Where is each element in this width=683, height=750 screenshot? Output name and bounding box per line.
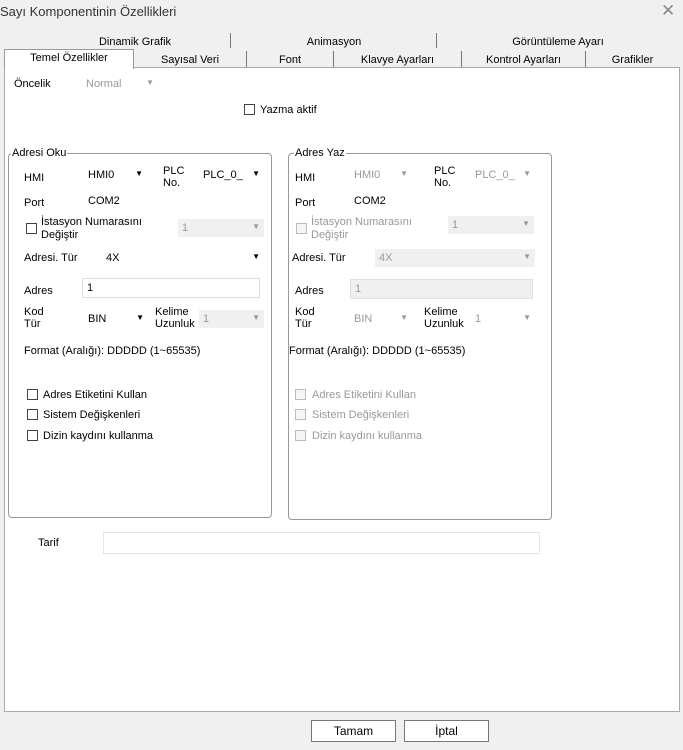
tab-separator bbox=[461, 51, 462, 67]
write-word-dropdown[interactable] bbox=[471, 310, 535, 328]
write-hmi-label: HMI bbox=[295, 172, 316, 184]
write-station-label-2: Değiştir bbox=[311, 229, 349, 241]
tab-animasyon[interactable]: Animasyon bbox=[306, 36, 362, 48]
read-sys-checkbox[interactable] bbox=[27, 409, 38, 420]
chevron-down-icon: ▼ bbox=[522, 219, 530, 228]
write-word-value: 1 bbox=[475, 313, 482, 325]
write-addr-type-value: 4X bbox=[379, 252, 393, 264]
read-port-value: COM2 bbox=[88, 195, 120, 207]
chevron-down-icon: ▼ bbox=[252, 222, 260, 231]
write-plc-dropdown[interactable] bbox=[471, 166, 535, 184]
write-addr-type-dropdown[interactable] bbox=[375, 249, 535, 267]
tab-separator bbox=[585, 51, 586, 67]
read-code-value: BIN bbox=[88, 313, 107, 325]
write-plc-label-1: PLC bbox=[434, 165, 456, 177]
write-tag-checkbox[interactable] bbox=[295, 389, 306, 400]
tab-sayisal-veri[interactable]: Sayısal Veri bbox=[160, 54, 220, 66]
read-station-checkbox[interactable] bbox=[26, 223, 37, 234]
write-address-legend: Adres Yaz bbox=[295, 147, 345, 159]
priority-value: Normal bbox=[86, 78, 122, 90]
tab-klavye-ayarlari[interactable]: Klavye Ayarları bbox=[360, 54, 435, 66]
description-label: Tarif bbox=[38, 537, 59, 549]
chevron-down-icon: ▼ bbox=[523, 252, 531, 261]
read-index-label: Dizin kaydını kullanma bbox=[43, 430, 154, 442]
read-index-checkbox[interactable] bbox=[27, 430, 38, 441]
chevron-down-icon: ▼ bbox=[252, 252, 260, 261]
read-word-label-2: Uzunluk bbox=[155, 318, 195, 330]
write-hmi-dropdown[interactable] bbox=[350, 166, 412, 184]
read-hmi-label: HMI bbox=[24, 172, 45, 184]
tab-dinamik-grafik[interactable]: Dinamik Grafik bbox=[98, 36, 172, 48]
tab-temel-ozellikler[interactable]: Temel Özellikler bbox=[4, 49, 134, 69]
write-addr-input[interactable] bbox=[350, 279, 533, 299]
write-word-label-1: Kelime bbox=[424, 306, 458, 318]
write-station-checkbox[interactable] bbox=[296, 223, 307, 234]
read-station-dropdown[interactable] bbox=[178, 219, 264, 237]
tab-separator bbox=[230, 33, 231, 48]
write-code-dropdown[interactable] bbox=[350, 310, 412, 328]
read-addr-value: 1 bbox=[87, 282, 94, 294]
chevron-down-icon: ▼ bbox=[146, 78, 154, 87]
title-bar bbox=[0, 0, 683, 26]
write-word-label-2: Uzunluk bbox=[424, 318, 464, 330]
read-word-dropdown[interactable] bbox=[199, 310, 264, 328]
write-sys-label: Sistem Değişkenleri bbox=[312, 409, 410, 421]
write-code-label-1: Kod bbox=[295, 306, 315, 318]
chevron-down-icon: ▼ bbox=[400, 313, 408, 322]
close-icon[interactable]: ✕ bbox=[661, 1, 676, 20]
read-hmi-value: HMI0 bbox=[88, 169, 115, 181]
tab-separator bbox=[333, 51, 334, 67]
priority-label: Öncelik bbox=[14, 78, 51, 90]
read-sys-label: Sistem Değişkenleri bbox=[43, 409, 141, 421]
write-sys-checkbox[interactable] bbox=[295, 409, 306, 420]
read-addr-type-label: Adresi. Tür bbox=[24, 252, 78, 264]
tab-grafikler[interactable]: Grafikler bbox=[611, 54, 654, 66]
write-hmi-value: HMI0 bbox=[354, 169, 381, 181]
write-active-label: Yazma aktif bbox=[260, 104, 317, 116]
read-format-text: Format (Aralığı): DDDDD (1~65535) bbox=[24, 345, 201, 357]
read-word-label-1: Kelime bbox=[155, 306, 189, 318]
read-station-label-2: Değiştir bbox=[41, 229, 79, 241]
read-addr-type-value: 4X bbox=[106, 252, 120, 264]
write-format-text: Format (Aralığı): DDDDD (1~65535) bbox=[289, 345, 466, 357]
window-title: Sayı Komponentinin Özellikleri bbox=[0, 4, 177, 19]
read-plc-label-1: PLC bbox=[163, 165, 185, 177]
write-index-checkbox[interactable] bbox=[295, 430, 306, 441]
read-address-legend: Adresi Oku bbox=[12, 147, 67, 159]
write-plc-label-2: No. bbox=[434, 177, 452, 189]
read-address-group bbox=[8, 153, 272, 518]
description-input[interactable] bbox=[103, 532, 540, 554]
chevron-down-icon: ▼ bbox=[400, 169, 408, 178]
read-hmi-dropdown[interactable] bbox=[84, 166, 147, 184]
write-station-dropdown[interactable] bbox=[448, 216, 534, 234]
write-station-value: 1 bbox=[452, 219, 459, 231]
tab-kontrol-ayarlari[interactable]: Kontrol Ayarları bbox=[485, 54, 561, 66]
tab-separator bbox=[436, 33, 437, 48]
read-addr-input[interactable] bbox=[82, 278, 260, 298]
read-port-label: Port bbox=[24, 197, 45, 209]
read-addr-type-dropdown[interactable] bbox=[102, 249, 264, 267]
tab-goruntuleme-ayari[interactable]: Görüntüleme Ayarı bbox=[512, 36, 604, 48]
read-station-label-1: İstasyon Numarasını bbox=[41, 216, 142, 228]
cancel-button[interactable]: İptal bbox=[404, 720, 489, 742]
write-code-value: BIN bbox=[354, 313, 373, 325]
read-tag-label: Adres Etiketini Kullan bbox=[43, 389, 147, 401]
read-plc-value: PLC_0_ bbox=[203, 169, 243, 181]
tab-separator bbox=[246, 51, 247, 67]
write-active-checkbox[interactable] bbox=[244, 104, 255, 115]
read-tag-checkbox[interactable] bbox=[27, 389, 38, 400]
write-tag-label: Adres Etiketini Kullan bbox=[312, 389, 416, 401]
chevron-down-icon: ▼ bbox=[252, 313, 260, 322]
write-addr-label: Adres bbox=[295, 285, 324, 297]
ok-button[interactable]: Tamam bbox=[311, 720, 396, 742]
write-port-value: COM2 bbox=[354, 195, 386, 207]
chevron-down-icon: ▼ bbox=[252, 169, 260, 178]
write-station-label-1: İstasyon Numarasını bbox=[311, 216, 412, 228]
chevron-down-icon: ▼ bbox=[523, 169, 531, 178]
write-code-label-2: Tür bbox=[295, 318, 312, 330]
write-addr-value: 1 bbox=[355, 283, 362, 295]
tab-font[interactable]: Font bbox=[278, 54, 301, 66]
priority-dropdown[interactable] bbox=[82, 75, 158, 93]
write-plc-value: PLC_0_ bbox=[475, 169, 515, 181]
write-addr-type-label: Adresi. Tür bbox=[292, 252, 346, 264]
read-plc-label-2: No. bbox=[163, 177, 181, 189]
chevron-down-icon: ▼ bbox=[523, 313, 531, 322]
read-station-value: 1 bbox=[182, 222, 189, 234]
read-code-label-2: Tür bbox=[24, 318, 41, 330]
read-code-label-1: Kod bbox=[24, 306, 44, 318]
read-code-dropdown[interactable] bbox=[84, 310, 148, 328]
write-index-label: Dizin kaydını kullanma bbox=[312, 430, 423, 442]
read-addr-label: Adres bbox=[24, 285, 53, 297]
chevron-down-icon: ▼ bbox=[136, 313, 144, 322]
chevron-down-icon: ▼ bbox=[135, 169, 143, 178]
read-word-value: 1 bbox=[203, 313, 210, 325]
write-address-group bbox=[288, 153, 552, 520]
read-plc-dropdown[interactable] bbox=[199, 166, 264, 184]
write-port-label: Port bbox=[295, 197, 316, 209]
